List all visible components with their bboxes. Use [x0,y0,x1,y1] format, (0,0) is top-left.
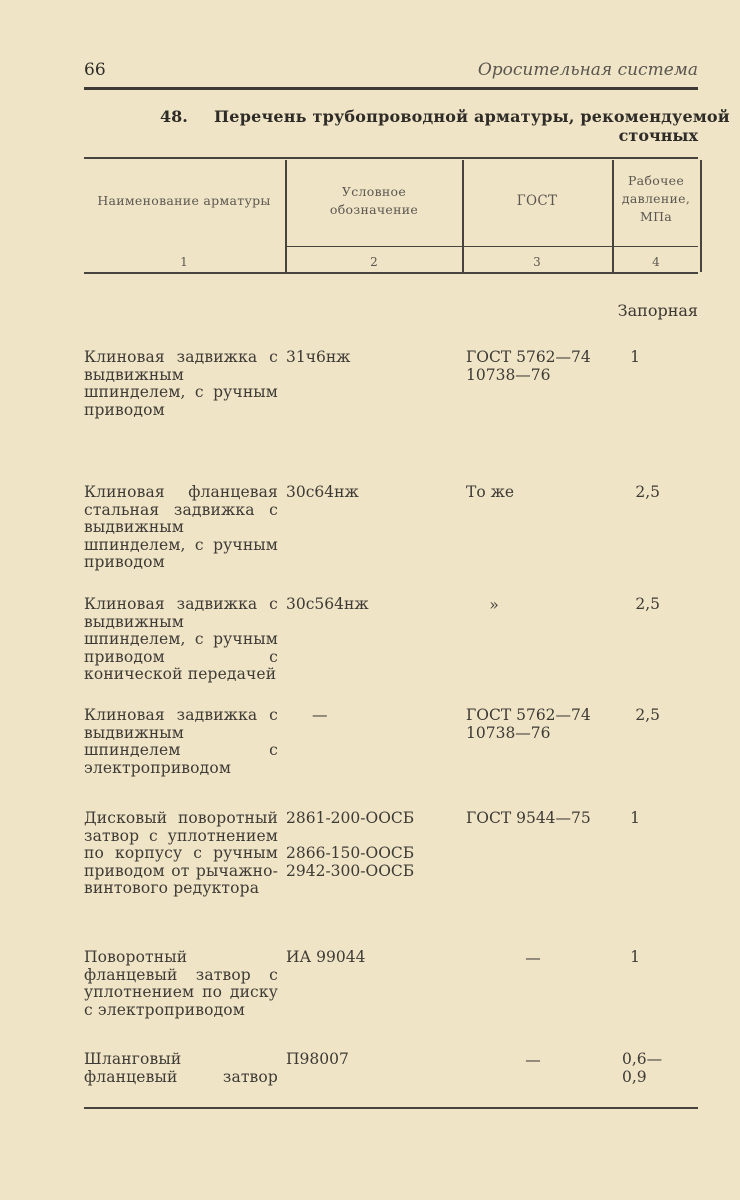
header-pressure [614,172,698,226]
row-gost-line: 10738—76 [466,365,551,384]
header-pressure-line1: Рабочее [627,173,685,188]
row-gost: — [525,1051,541,1069]
row-code-spacer [286,828,414,846]
row-gost [466,349,591,384]
col-number-1: 1 [180,255,188,269]
row-pressure: 1 [630,348,640,366]
row-code: — [312,706,328,724]
row-name: Клиновая задвижка с выдвижным шпинделем, с ручным приводом [84,348,278,419]
row-name: Клиновая задвижка с выдвижным шпинделем, с ручным приводом с конической передачей [84,595,278,683]
row-pressure: 2,5 [635,595,660,613]
table-title: Перечень трубопроводной арматуры, рекомендуемой [214,107,730,126]
header-mid-rule [287,246,698,247]
row-pressure: 1 [630,948,640,966]
col-number-4: 4 [652,255,660,269]
header-rule [84,87,698,90]
row-pressure-line: 0,9 [622,1067,647,1086]
row-pressure [622,1051,680,1086]
row-code: 31ч6нж [286,348,351,366]
row-pressure: 1 [630,809,640,827]
row-name: Поворотный фланцевый затвор с уплотнением по диску с электроприводом [84,948,278,1019]
header-designation-line1: Условное [341,184,407,199]
row-gost-line: ГОСТ 5762—74 [466,706,591,724]
row-codes [286,810,414,880]
col-divider [700,160,702,272]
row-name: Клиновая задвижка с выдвижным шпинделем с электроприводом [84,706,278,777]
header-designation [287,183,461,219]
col-number-3: 3 [533,255,541,269]
running-head: Оросительная система [477,60,698,80]
header-pressure-line2: давление, [621,191,691,206]
row-code-line: 2866-150-ООСБ [286,844,415,862]
section-label: Запорная [617,301,698,320]
row-name [84,1051,278,1086]
table-number: 48. [160,107,188,126]
page-number: 66 [84,60,106,80]
header-gost: ГОСТ [516,193,558,209]
row-name: Дисковый поворотный затвор с уплотнением по корпусу с ручным приводом от рычажно-винтового редуктора [84,809,278,897]
row-gost: ГОСТ 9544—75 [466,809,591,827]
header-name: Наименование арматуры [97,193,271,208]
row-code: П98007 [286,1050,349,1068]
row-gost-line: ГОСТ 5762—74 [466,348,591,366]
header-pressure-line3: МПа [639,209,673,224]
row-code: 30с564нж [286,595,369,613]
row-name-text: Шланговый фланцевый затвор [84,1050,278,1086]
row-gost: — [525,949,541,967]
table-bottom-rule [84,1107,698,1109]
row-gost-line: 10738—76 [466,723,551,742]
col-number-2: 2 [370,255,378,269]
header-designation-line2: обозначение [329,202,419,217]
row-pressure: 2,5 [635,483,660,501]
table-top-rule [84,157,698,159]
row-code-line: 2942-300-ООСБ [286,861,415,880]
row-code-line: 2861-200-ООСБ [286,809,415,827]
row-name: Клиновая фланцевая стальная задвижка с выдвижным шпинделем, с ручным приводом [84,483,278,571]
row-gost: То же [466,483,515,501]
row-gost [466,707,591,742]
row-pressure: 2,5 [635,706,660,724]
header-bottom-rule [84,272,698,274]
row-gost: » [489,596,499,614]
row-pressure-line: 0,6— [622,1050,663,1068]
table-title-continuation: сточных [618,126,698,145]
row-code: 30с64нж [286,483,359,501]
row-code: ИА 99044 [286,948,366,966]
